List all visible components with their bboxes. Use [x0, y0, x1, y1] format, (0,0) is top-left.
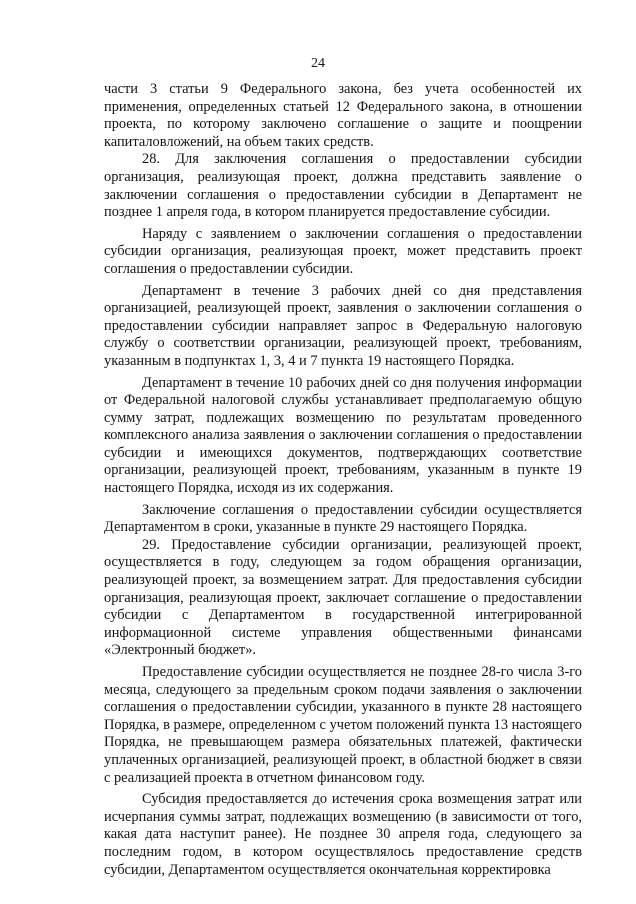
paragraph-agreement-terms: Заключение соглашения о предоставлении субсидии осуществляется Департаментом в сроки, указанные в пункте 29 настоящего Порядка.: [104, 501, 582, 536]
document-body: [104, 81, 582, 879]
paragraph-subsidy-deadline: Предоставление субсидии осуществляется не позднее 28-го числа 3-го месяца, следующего за предельным сроком подачи заявления о заключении соглашения о предоставлении субсидии, указанного в пункте 28 настоящего Порядка, в размере, определенном с учетом положений пункта 13 настоящего Порядка, не превышающем размера обязательных платежей, фактически уплаченных организацией, реализующей проект, в областной бюджет в связи с реализацией проекта в отчетном финансовом году.: [104, 664, 582, 786]
paragraph-draft-agreement: Наряду с заявлением о заключении соглашения о предоставлении субсидии организация, реализующая проект, может представить проект соглашения о предоставлении субсидии.: [104, 225, 582, 277]
page-number: 24: [311, 56, 325, 71]
paragraph-subsidy-duration: Субсидия предоставляется до истечения срока возмещения затрат или исчерпания суммы затрат, подлежащих возмещению (в зависимости от того, какая дата наступит ранее). Не позднее 30 апреля года, следующего за последним годом, в котором осуществлялось предоставление средств субсидии, Департаментом осуществляется окончательная корректировка: [104, 791, 582, 878]
paragraph-cost-estimate: Департамент в течение 10 рабочих дней со дня получения информации от Федеральной налоговой службы устанавливает предполагаемую общую сумму затрат, подлежащих возмещению по результатам проведенного комплексного анализа заявления о заключении соглашения о предоставлении субсидии и имеющихся документов, подтверждающих соответствие организации, реализующей проект, требованиям, указанным в пункте 19 настоящего Порядка, исходя из их содержания.: [104, 374, 582, 497]
paragraph-clause-29: 29. Предоставление субсидии организации, реализующей проект, осуществляется в году, следующем за годом обращения организации, реализующей проект, за возмещением затрат. Для предоставления субсидии организация, реализующая проект, заключает соглашение о предоставлении субсидии с Департаментом в государственной интегрированной информационной системе управления общественными финансами «Электронный бюджет».: [104, 536, 582, 659]
paragraph-continuation: части 3 статьи 9 Федерального закона, без учета особенностей их применения, определенных статьей 12 Федерального закона, в отношении проекта, по которому заключено соглашение о защите и поощрении капиталовложений, на объем таких средств.: [104, 81, 582, 150]
paragraph-tax-request: Департамент в течение 3 рабочих дней со дня представления организацией, реализующей проект, заявления о заключении соглашения о предоставлении субсидии направляет запрос в Федеральную налоговую службу о соответствии организации, реализующей проект, требованиям, указанным в подпунктах 1, 3, 4 и 7 пункта 19 настоящего Порядка.: [104, 282, 582, 369]
paragraph-clause-28: 28. Для заключения соглашения о предоставлении субсидии организация, реализующая проект, должна представить заявление о заключении соглашения о предоставлении субсидии в Департамент не позднее 1 апреля года, в котором планируется предоставление субсидии.: [104, 151, 582, 221]
